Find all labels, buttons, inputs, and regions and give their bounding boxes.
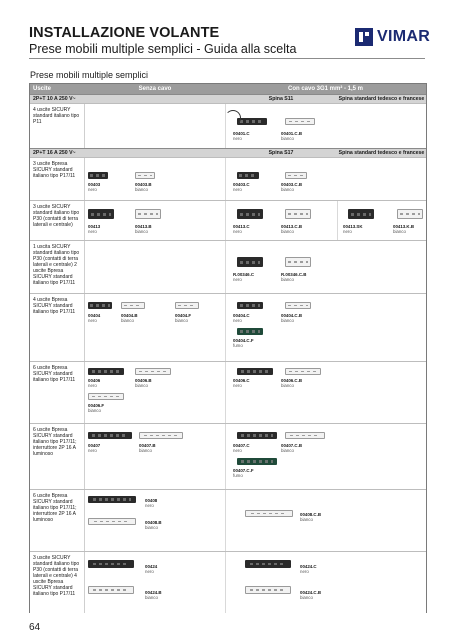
table-header: [30, 84, 426, 94]
table-row: [30, 551, 426, 613]
product-item: 00408 nero: [145, 498, 158, 508]
table-row: [30, 157, 426, 200]
product-item: R.00346.C nero: [233, 272, 254, 282]
product-item: 00424 nero: [145, 564, 158, 574]
band-16a: [30, 148, 426, 157]
logo-text: VIMAR: [377, 28, 431, 45]
col-outputs: Uscite: [33, 86, 52, 92]
row-description: 3 uscite Bpresa SICURY standard italiano tipo P17/11: [30, 158, 85, 200]
product-item: 00424.C.B bianco: [300, 590, 321, 600]
white-strip-image: [121, 302, 145, 309]
row-description: 4 uscite Bpresa SICURY standard italiano tipo P17/11: [30, 294, 85, 361]
white-strip-image: [397, 209, 423, 219]
black-strip-image: [237, 368, 273, 375]
col-no-cable: Senza cavo: [138, 86, 172, 92]
product-item: 00413 nero: [88, 224, 101, 234]
black-strip-image: [237, 302, 263, 309]
white-strip-image: [175, 302, 199, 309]
black-strip-image: [237, 209, 263, 219]
product-item: 00403.C nero: [233, 182, 250, 192]
black-strip-image: [88, 209, 114, 219]
product-item: 00413.SK nero: [343, 224, 363, 234]
smoke-strip-image: [237, 458, 277, 465]
plug-label-a: Spina S17: [268, 150, 294, 156]
product-item: 00413.C.B bianco: [281, 224, 302, 234]
product-item: 00404 nero: [88, 313, 101, 323]
product-item: 00408.C.B bianco: [300, 512, 321, 522]
product-item: 00406.C nero: [233, 378, 250, 388]
product-item: 00404.B bianco: [121, 313, 138, 323]
product-item: 00413.B bianco: [135, 224, 152, 234]
product-item: 00403 nero: [88, 182, 101, 192]
product-item: 00403.B bianco: [135, 182, 152, 192]
table-row: [30, 103, 426, 148]
page-subtitle: Prese mobili multiple semplici - Guida alla scelta: [29, 42, 297, 56]
table-row: [30, 240, 426, 293]
white-strip-image: [285, 172, 307, 179]
row-description: 4 uscite SICURY standard italiano tipo P11: [30, 104, 85, 148]
product-item: 00406.C.B bianco: [281, 378, 302, 388]
black-strip-image: [88, 560, 134, 568]
white-strip-image: [285, 118, 315, 125]
header-rule: [29, 58, 425, 59]
smoke-strip-image: [237, 328, 263, 335]
selection-table: [29, 83, 427, 613]
black-strip-image: [88, 302, 112, 309]
product-item: 00424.B bianco: [145, 590, 162, 600]
product-item: 00408.B bianco: [145, 520, 162, 530]
white-strip-image: [245, 510, 293, 517]
table-row: [30, 361, 426, 423]
white-strip-image: [139, 432, 183, 439]
section-title: Prese mobili multiple semplici: [30, 70, 149, 80]
cable-image: [225, 110, 241, 126]
table-row: [30, 489, 426, 551]
table-row: [30, 423, 426, 489]
white-strip-image: [88, 586, 134, 594]
table-row: [30, 200, 426, 240]
white-strip-image: [135, 209, 161, 219]
product-item: 00404.C nero: [233, 313, 250, 323]
row-description: 6 uscite Bpresa SICURY standard italiano tipo P17/11; interruttore 2P 16 A luminoso: [30, 424, 85, 489]
white-strip-image: [88, 518, 136, 525]
white-strip-image: [135, 368, 171, 375]
white-strip-image: [135, 172, 155, 179]
product-item: 00403.C.B bianco: [281, 182, 302, 192]
white-strip-image: [88, 393, 124, 400]
product-item: 00404.F bianco: [175, 313, 192, 323]
black-strip-image: [237, 118, 267, 125]
black-strip-image: [88, 172, 108, 179]
white-strip-image: [285, 432, 325, 439]
band-label: 2P+T 10 A 250 V~: [33, 96, 76, 102]
product-item: 00404.C.B bianco: [281, 313, 302, 323]
black-strip-image: [237, 257, 263, 267]
product-item: 00424.C nero: [300, 564, 317, 574]
row-description: 6 uscite Bpresa SICURY standard italiano tipo P17/11: [30, 362, 85, 423]
product-item: R.00346.C.B bianco: [281, 272, 307, 282]
black-strip-image: [88, 432, 132, 439]
row-description: 3 uscite SICURY standard italiano tipo P30 (contatti di terra laterali e centrale) 4 uscite Bpresa SICURY standard italiano tipo P17/11: [30, 552, 85, 613]
black-strip-image: [245, 560, 291, 568]
product-item: 00407.B bianco: [139, 443, 156, 453]
plug-label-a: Spina S11: [268, 96, 294, 102]
row-description: 1 uscita SICURY standard italiano tipo P30 (contatti di terra laterali e centrale) 2 uscite Bpresa SICURY standard italiano tipo P17/11: [30, 241, 85, 293]
black-strip-image: [348, 209, 374, 219]
page-number: 64: [29, 622, 41, 633]
plug-label-b: Spina standard tedesco e francese: [338, 150, 425, 156]
band-label: 2P+T 16 A 250 V~: [33, 150, 76, 156]
black-strip-image: [88, 368, 124, 375]
product-item: 00406 nero: [88, 378, 101, 388]
band-10a: [30, 94, 426, 103]
product-item: 00407.C.B bianco: [281, 443, 302, 453]
white-strip-image: [285, 209, 311, 219]
black-strip-image: [237, 172, 259, 179]
product-item: 00413.K.B bianco: [393, 224, 414, 234]
vimar-logo-icon: [355, 28, 373, 46]
white-strip-image: [285, 257, 311, 267]
product-item: 00401.C nero: [233, 131, 250, 141]
white-strip-image: [285, 368, 321, 375]
product-item: 00406.B bianco: [135, 378, 152, 388]
white-strip-image: [285, 302, 311, 309]
product-item: 00406.F bianco: [88, 403, 105, 413]
plug-label-b: Spina standard tedesco e francese: [338, 96, 425, 102]
black-strip-image: [88, 496, 136, 503]
white-strip-image: [245, 586, 291, 594]
vimar-logo: [355, 28, 430, 46]
page-title: INSTALLAZIONE VOLANTE: [29, 25, 220, 41]
page-header: [0, 0, 453, 62]
product-item: 00407 nero: [88, 443, 101, 453]
product-item: 00407.C nero: [233, 443, 250, 453]
table-row: [30, 293, 426, 361]
product-item: 00407.C.F fumo: [233, 468, 254, 478]
product-item: 00413.C nero: [233, 224, 250, 234]
black-strip-image: [237, 432, 277, 439]
row-description: 3 uscite SICURY standard italiano tipo P30 (contatti di terra laterali e centrale): [30, 201, 85, 240]
product-item: 00404.C.F fumo: [233, 338, 254, 348]
row-description: 6 uscite Bpresa SICURY standard italiano tipo P17/11; interruttore 2P 16 A luminoso: [30, 490, 85, 551]
product-item: 00401.C.B bianco: [281, 131, 302, 141]
col-with-cable: Con cavo 3G1 mm² - 1,5 m: [287, 86, 364, 92]
